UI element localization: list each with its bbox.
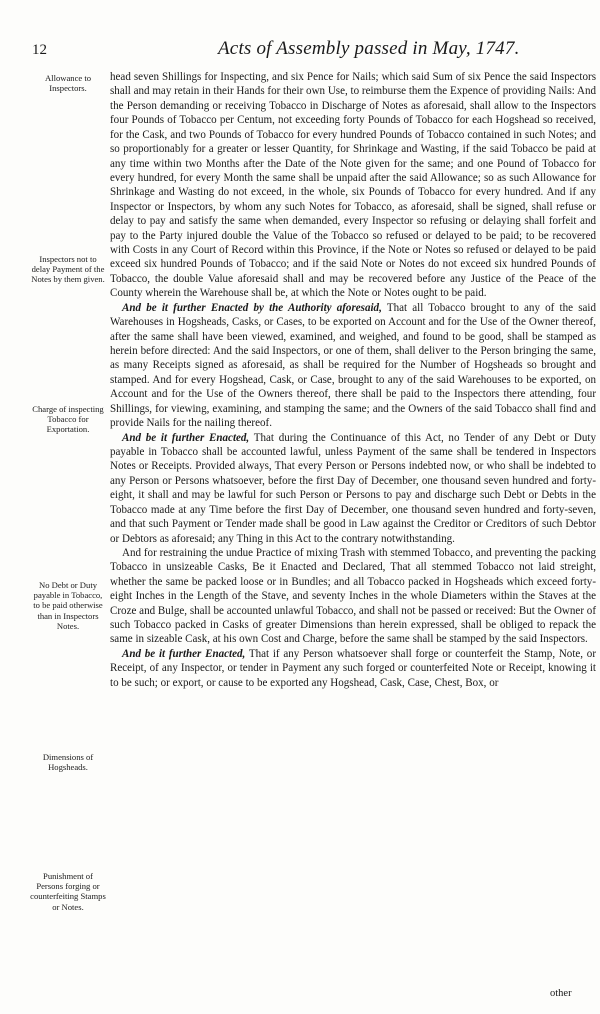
margin-notes [30, 0, 108, 1014]
margin-note-no-debt: No Debt or Duty payable in Tobacco, to be paid otherwise than in Inspectors Notes. [33, 580, 103, 631]
paragraph-4 [110, 546, 596, 647]
body-text [110, 70, 596, 690]
paragraph-2 [110, 301, 596, 431]
running-title: Acts of Assembly passed in May, 1747. [218, 38, 520, 59]
paragraph-3 [110, 431, 596, 546]
margin-note-punishment: Punishment of Persons forging or counterfeiting Stamps or Notes. [30, 871, 106, 912]
paragraph-lead: And be it further Enacted, [122, 431, 250, 444]
paragraph-text: That if any Person whatsoever shall forge or counterfeit the Stamp, Note, or Receipt, of any Inspector, or tender in Payment any such forged or counterfeited Note or Receipt, knowing it to be such; or export, or cause to be exported any Hogshead, Cask, Case, Chest, Box, or [110, 647, 596, 689]
paragraph-lead: And be it further Enacted, [122, 647, 246, 660]
paragraph-text: That all Tobacco brought to any of the said Warehouses in Hogsheads, Casks, or Cases, to be exported on Account and for the Use of the Owner thereof, after the same shall have been viewed, examined, and weighed, and found to be good, shall be stamped as herein before directed: And the said Inspectors, or one of them, shall deliver to the Person bringing the same, as many Receipts signed as aforesaid, as shall be required for the Number of Hogsheads so brought and stamped. And for every Hogshead, Cask, or Case, brought to any of the said Warehouses to be exported, on Account and for the Use of the Owners thereof, there shall be paid to the Inspectors there attending, four Shillings, for viewing, examining, and stamping the same; and the Owners of the said Tobacco shall find and provide Nails for the nailing thereof. [110, 301, 597, 430]
margin-note-allowance: Allowance to Inspectors. [44, 73, 92, 94]
paragraph-text: head seven Shillings for Inspecting, and six Pence for Nails; which said Sum of six Pence the said Inspectors shall and may retain in their Hands for their own Use, to reimburse them the Expence of providing Nails: And the Person demanding or receiving Tobacco in Discharge of Notes as aforesaid, shall allow to the Inspectors four Pounds of Tobacco per Centum, not exceeding forty Pounds of Tobacco for each Hogshead so received, for the Cask, and two Pounds of Tobacco for every hundred Pounds of Tobacco contained in such Notes; and so proportionably for a greater or lesser Quantity, for Shrinkage and Wasting, if the said Tobacco be paid at any time within two Months after the Date of the Note given for the same; and one Pound of Tobacco for every hundred, for every Month the same shall be unpaid after the said Allowance; so as such Allowance for Shrinkage and Wasting do not exceed, in the whole, six Pounds of Tobacco for every hundred. And if any Inspector or Inspectors, by whom any such Notes for Tobacco, as aforesaid, shall be signed, shall refuse or delay to pay and satisfy the same when demanded, every Inspector so refusing or delaying shall forfeit and pay to the Party injured double the Value of the Tobacco so refused or delayed to be paid; to be recovered with Costs in any Court of Record within this Province, if the Note or Notes so refused or delayed to be paid exceed six hundred Pounds of Tobacco; and if the said Note or Notes do not exceed six hundred Pounds of Tobacco, the double Value aforesaid shall and may be recovered before any Justice of the Peace of the County wherein the Warehouse shall be, at which the Note or Notes ought to be paid. [110, 71, 596, 300]
paragraph-text: And for restraining the undue Practice of mixing Trash with stemmed Tobacco, and preventing the packing Tobacco in unsizeable Casks, Be it Enacted and Declared, That all stemmed Tobacco not laid streight, whether the same be packed loose or in Bundles; and all Tobacco packed in Hogsheads which exceed forty-eight Inches in the Length of the Stave, and seventy Inches in the whole Diameters within the Staves at the Croze and Bulge, shall be accounted unlawful Tobacco, and shall not be passed or received: But the Owner of such Tobacco packed in Casks of greater Dimensions than herein expressed, shall be obliged to repack the same in sizeable Cask, at his own Cost and Charge, before the same shall be stamped by the said Inspectors. [110, 546, 596, 646]
paragraph-lead: And be it further Enacted by the Authority aforesaid, [122, 301, 382, 314]
page-number: 12 [32, 42, 47, 58]
margin-note-charge-inspecting: Charge of inspecting Tobacco for Exportation. [32, 404, 104, 435]
paragraph-text: That during the Continuance of this Act, no Tender of any Debt or Duty payable in Tobacco shall be accounted lawful, unless Payment of the same shall be tendered in Inspectors Notes or Receipts. Provided always, That every Person or Persons indebted now, or who shall be indebted to any Person or Persons whatsoever, before the first Day of December, one thousand seven hundred and forty-eight, it shall and may be lawful for such Person or Persons to pay and discharge such Debt or Debts in the Tobacco made at any Time before the first Day of December, one thousand seven hundred and forty-seven, and that such Payment or Tender made shall be good in Law against the Creditor or Creditors of such Debtor or Debtors as aforesaid; any Thing in this Act to the contrary notwithstanding. [110, 431, 597, 545]
paragraph-1 [110, 70, 596, 301]
catchword: other [550, 988, 572, 999]
margin-note-dimensions: Dimensions of Hogsheads. [42, 752, 94, 773]
margin-note-inspectors-delay: Inspectors not to delay Payment of the Notes by them given. [31, 254, 105, 285]
page-header [28, 36, 573, 64]
paragraph-5 [110, 647, 596, 690]
